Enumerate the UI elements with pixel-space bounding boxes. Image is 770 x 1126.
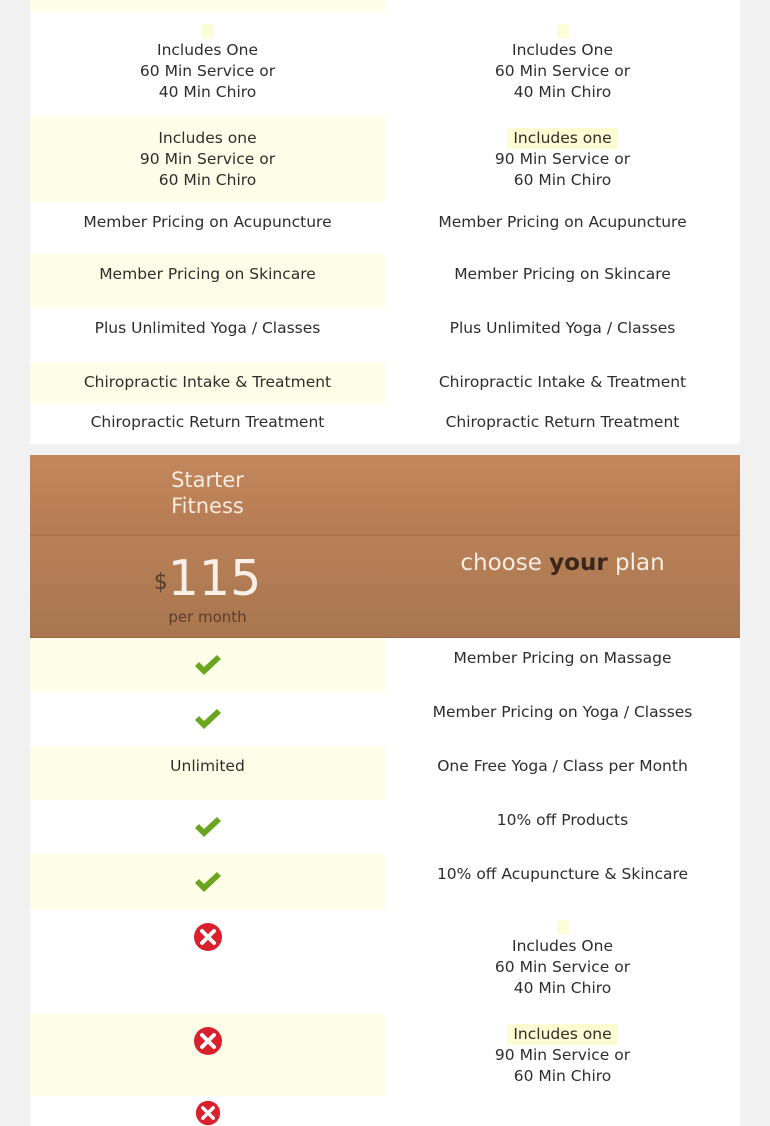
choose-plan-heading: [385, 536, 740, 637]
table-row: [30, 254, 740, 308]
plan-title: [30, 455, 385, 535]
table-row: [30, 1096, 740, 1126]
table-row: [30, 0, 740, 12]
table-cell: [385, 692, 740, 746]
table-row: [30, 116, 740, 202]
feature-text: 10% off Acupuncture & Skincare: [436, 865, 689, 883]
feature-text: 40 Min Chiro: [513, 83, 612, 101]
table-row: [30, 1014, 740, 1096]
table-cell: [385, 1014, 740, 1096]
table-row: [30, 308, 740, 362]
plan-price: [30, 536, 385, 637]
highlight-marker: [557, 920, 569, 934]
feature-text: Member Pricing on Yoga / Classes: [432, 703, 693, 721]
table-cell: [30, 0, 385, 12]
price-period: per month: [168, 608, 247, 626]
table-cell: [30, 12, 385, 116]
feature-text: Includes one: [507, 1024, 617, 1045]
feature-text: 60 Min Chiro: [513, 170, 612, 189]
table-row: [30, 12, 740, 116]
check-icon: [193, 654, 223, 676]
table-row: [30, 746, 740, 800]
table-cell: [30, 404, 385, 444]
feature-text: 60 Min Chiro: [158, 170, 257, 189]
cross-icon: [193, 1100, 223, 1126]
table-row: [30, 362, 740, 404]
feature-text: Chiropractic Intake & Treatment: [438, 373, 687, 391]
table-cell: [30, 854, 385, 910]
feature-table: [30, 638, 740, 1126]
table-cell: [30, 362, 385, 404]
feature-text: Plus Unlimited Yoga / Classes: [94, 319, 321, 337]
feature-text: 90 Min Service or: [139, 149, 276, 168]
price-amount: 115: [167, 550, 262, 607]
feature-text: Unlimited: [170, 757, 245, 775]
check-icon: [193, 708, 223, 730]
table-row: [30, 202, 740, 254]
feature-text: Includes one: [507, 128, 617, 149]
feature-text: Includes One: [512, 937, 613, 955]
check-icon: [193, 816, 223, 838]
table-cell: [385, 308, 740, 362]
feature-text: One Free Yoga / Class per Month: [437, 757, 688, 775]
feature-text: Plus Unlimited Yoga / Classes: [449, 319, 676, 337]
table-cell: [30, 692, 385, 746]
table-cell: [30, 254, 385, 308]
price-currency: $: [153, 570, 168, 595]
feature-text: 60 Min Chiro: [513, 1067, 612, 1085]
plan-name-line: Starter: [171, 468, 244, 492]
feature-text: Includes One: [512, 41, 613, 59]
pricing-table: [30, 0, 740, 444]
feature-text: 60 Min Service or: [494, 62, 631, 80]
feature-text: Member Pricing on Acupuncture: [438, 213, 687, 231]
feature-text: Member Pricing on Massage: [453, 649, 672, 667]
feature-text: Member Pricing on Acupuncture: [83, 213, 332, 231]
table-cell: [385, 404, 740, 444]
feature-text: 10% off Products: [496, 811, 629, 829]
feature-text: 90 Min Service or: [494, 1046, 631, 1064]
table-cell: [30, 638, 385, 692]
table-row: [30, 800, 740, 854]
feature-text: 40 Min Chiro: [158, 83, 257, 101]
table-cell: [30, 1014, 385, 1096]
feature-text: Includes one: [158, 128, 257, 147]
choose-text-bold: your: [549, 550, 608, 576]
table-cell: [385, 638, 740, 692]
table-cell: [30, 800, 385, 854]
cross-icon: [193, 922, 223, 952]
table-row: [30, 638, 740, 692]
feature-text: Chiropractic Return Treatment: [445, 413, 680, 431]
cross-icon: [193, 1026, 223, 1056]
table-row: [30, 404, 740, 444]
feature-text: Chiropractic Return Treatment: [90, 413, 325, 431]
feature-text: 60 Min Service or: [494, 958, 631, 976]
table-cell: [385, 910, 740, 1014]
check-icon: [193, 871, 223, 893]
table-row: [30, 692, 740, 746]
table-cell: [385, 362, 740, 404]
highlight-marker: [557, 24, 569, 38]
highlight-marker: [202, 24, 214, 38]
choose-text: choose: [460, 550, 542, 576]
table-cell: [385, 800, 740, 854]
choose-text: plan: [614, 550, 665, 576]
table-row: [30, 854, 740, 910]
table-row: [30, 910, 740, 1014]
table-cell: [385, 116, 740, 202]
table-cell: [30, 1096, 385, 1126]
table-cell: [385, 0, 740, 12]
feature-text: 60 Min Service or: [139, 62, 276, 80]
table-cell: [385, 746, 740, 800]
feature-text: Member Pricing on Skincare: [454, 265, 671, 283]
table-cell: [30, 746, 385, 800]
feature-text: Includes One: [157, 41, 258, 59]
table-cell: [30, 308, 385, 362]
table-cell: [30, 202, 385, 254]
table-cell: [385, 854, 740, 910]
feature-text: 90 Min Service or: [494, 149, 631, 168]
feature-text: Member Pricing on Skincare: [99, 265, 316, 283]
table-cell: [385, 202, 740, 254]
feature-text: Chiropractic Intake & Treatment: [83, 373, 332, 391]
table-cell: [385, 1096, 740, 1126]
feature-text: 40 Min Chiro: [513, 979, 612, 997]
table-cell: [30, 910, 385, 1014]
plan-header: [30, 455, 740, 536]
table-cell: [385, 254, 740, 308]
plan-name-line: Fitness: [171, 494, 244, 518]
table-cell: [30, 116, 385, 202]
table-cell: [385, 12, 740, 116]
plan-price-band: [30, 536, 740, 638]
